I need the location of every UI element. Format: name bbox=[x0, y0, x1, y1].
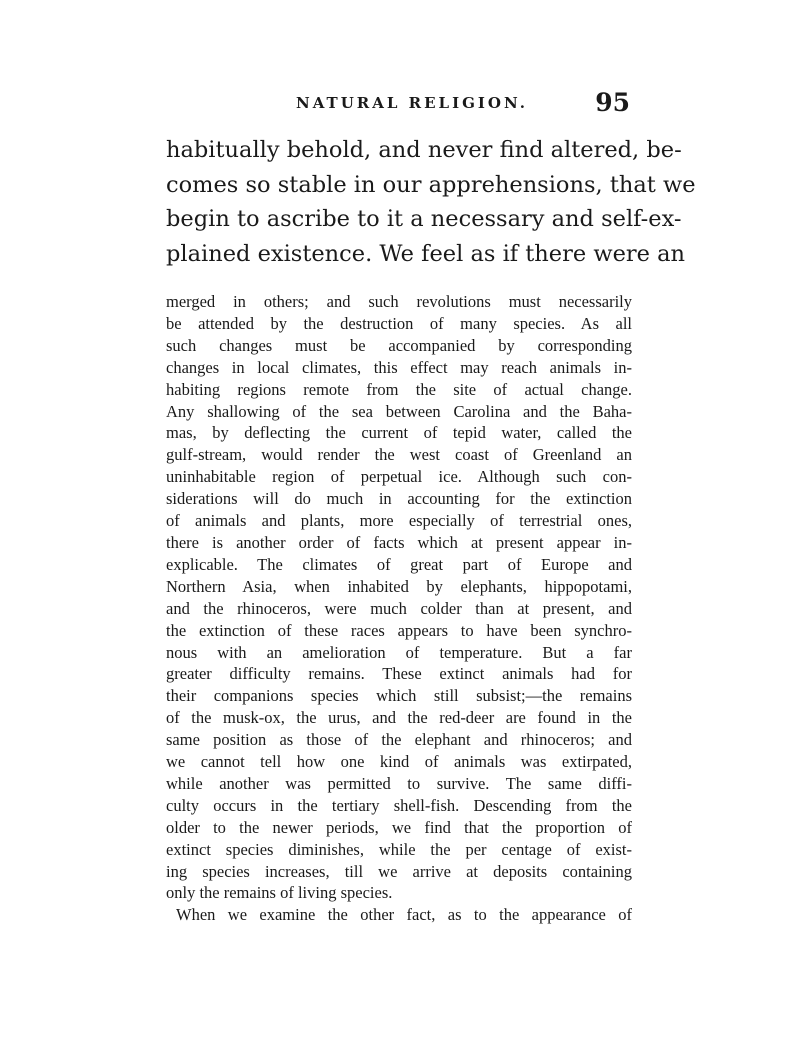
footnote-line: of animals and plants, more especially of terrestrial ones, bbox=[166, 511, 632, 531]
footnote-line: When we examine the other fact, as to the appearance of bbox=[176, 905, 632, 925]
main-text-line: begin to ascribe to it a necessary and self-ex- bbox=[166, 206, 682, 232]
footnote-line: the extinction of these races appears to have been synchro- bbox=[166, 620, 632, 640]
footnote-line: same position as those of the elephant and rhinoceros; and bbox=[166, 730, 632, 750]
footnote-line: greater difficulty remains. These extinct animals had for bbox=[166, 664, 632, 684]
footnote-line: extinct species diminishes, while the per centage of exist- bbox=[166, 839, 632, 859]
footnote-line: we cannot tell how one kind of animals was extirpated, bbox=[166, 752, 632, 772]
footnote-line: of the musk-ox, the urus, and the red-deer are found in the bbox=[166, 708, 632, 728]
footnote-line: merged in others; and such revolutions must necessarily bbox=[166, 292, 632, 311]
footnote-block bbox=[166, 291, 632, 926]
footnote-line: and the rhinoceros, were much colder than at present, and bbox=[166, 598, 632, 618]
footnote-line: while another was permitted to survive. The same diffi- bbox=[166, 773, 632, 793]
footnote-line: nous with an amelioration of temperature. But a far bbox=[166, 642, 632, 662]
footnote-line: gulf-stream, would render the west coast of Greenland an bbox=[166, 445, 632, 465]
main-text-line: habitually behold, and never find altered, be- bbox=[166, 137, 682, 163]
main-text-block bbox=[166, 133, 696, 271]
footnote-line: only the remains of living species. bbox=[166, 883, 393, 903]
footnote-line: older to the newer periods, we find that the proportion of bbox=[166, 817, 632, 837]
footnote-line: culty occurs in the tertiary shell-fish. Descending from the bbox=[166, 795, 632, 815]
footnote-line: there is another order of facts which at present appear in- bbox=[166, 532, 632, 552]
footnote-line: be attended by the destruction of many species. As all bbox=[166, 313, 632, 333]
footnote-line: explicable. The climates of great part of Europe and bbox=[166, 554, 632, 574]
main-text-line: comes so stable in our apprehensions, that we bbox=[166, 171, 696, 198]
footnote-line: Northern Asia, when inhabited by elephants, hippopotami, bbox=[166, 576, 632, 596]
footnote-line: changes in local climates, this effect may reach animals in- bbox=[166, 357, 632, 377]
footnote-line: Any shallowing of the sea between Carolina and the Baha- bbox=[166, 401, 632, 421]
main-text-line: plained existence. We feel as if there were an bbox=[166, 240, 686, 267]
running-head bbox=[166, 90, 632, 120]
footnote-line: uninhabitable region of perpetual ice. Although such con- bbox=[166, 467, 632, 487]
footnote-line: their companions species which still subsist;—the remains bbox=[166, 686, 632, 706]
running-title: NATURAL RELIGION. bbox=[296, 94, 528, 112]
page-number: 95 bbox=[595, 88, 630, 117]
footnote-line: ing species increases, till we arrive at deposits containing bbox=[166, 861, 632, 881]
footnote-line: habiting regions remote from the site of actual change. bbox=[166, 379, 632, 399]
footnote-line: such changes must be accompanied by corresponding bbox=[166, 335, 632, 355]
footnote-line: siderations will do much in accounting for the extinction bbox=[166, 489, 632, 509]
footnote-line: mas, by deflecting the current of tepid water, called the bbox=[166, 423, 632, 443]
